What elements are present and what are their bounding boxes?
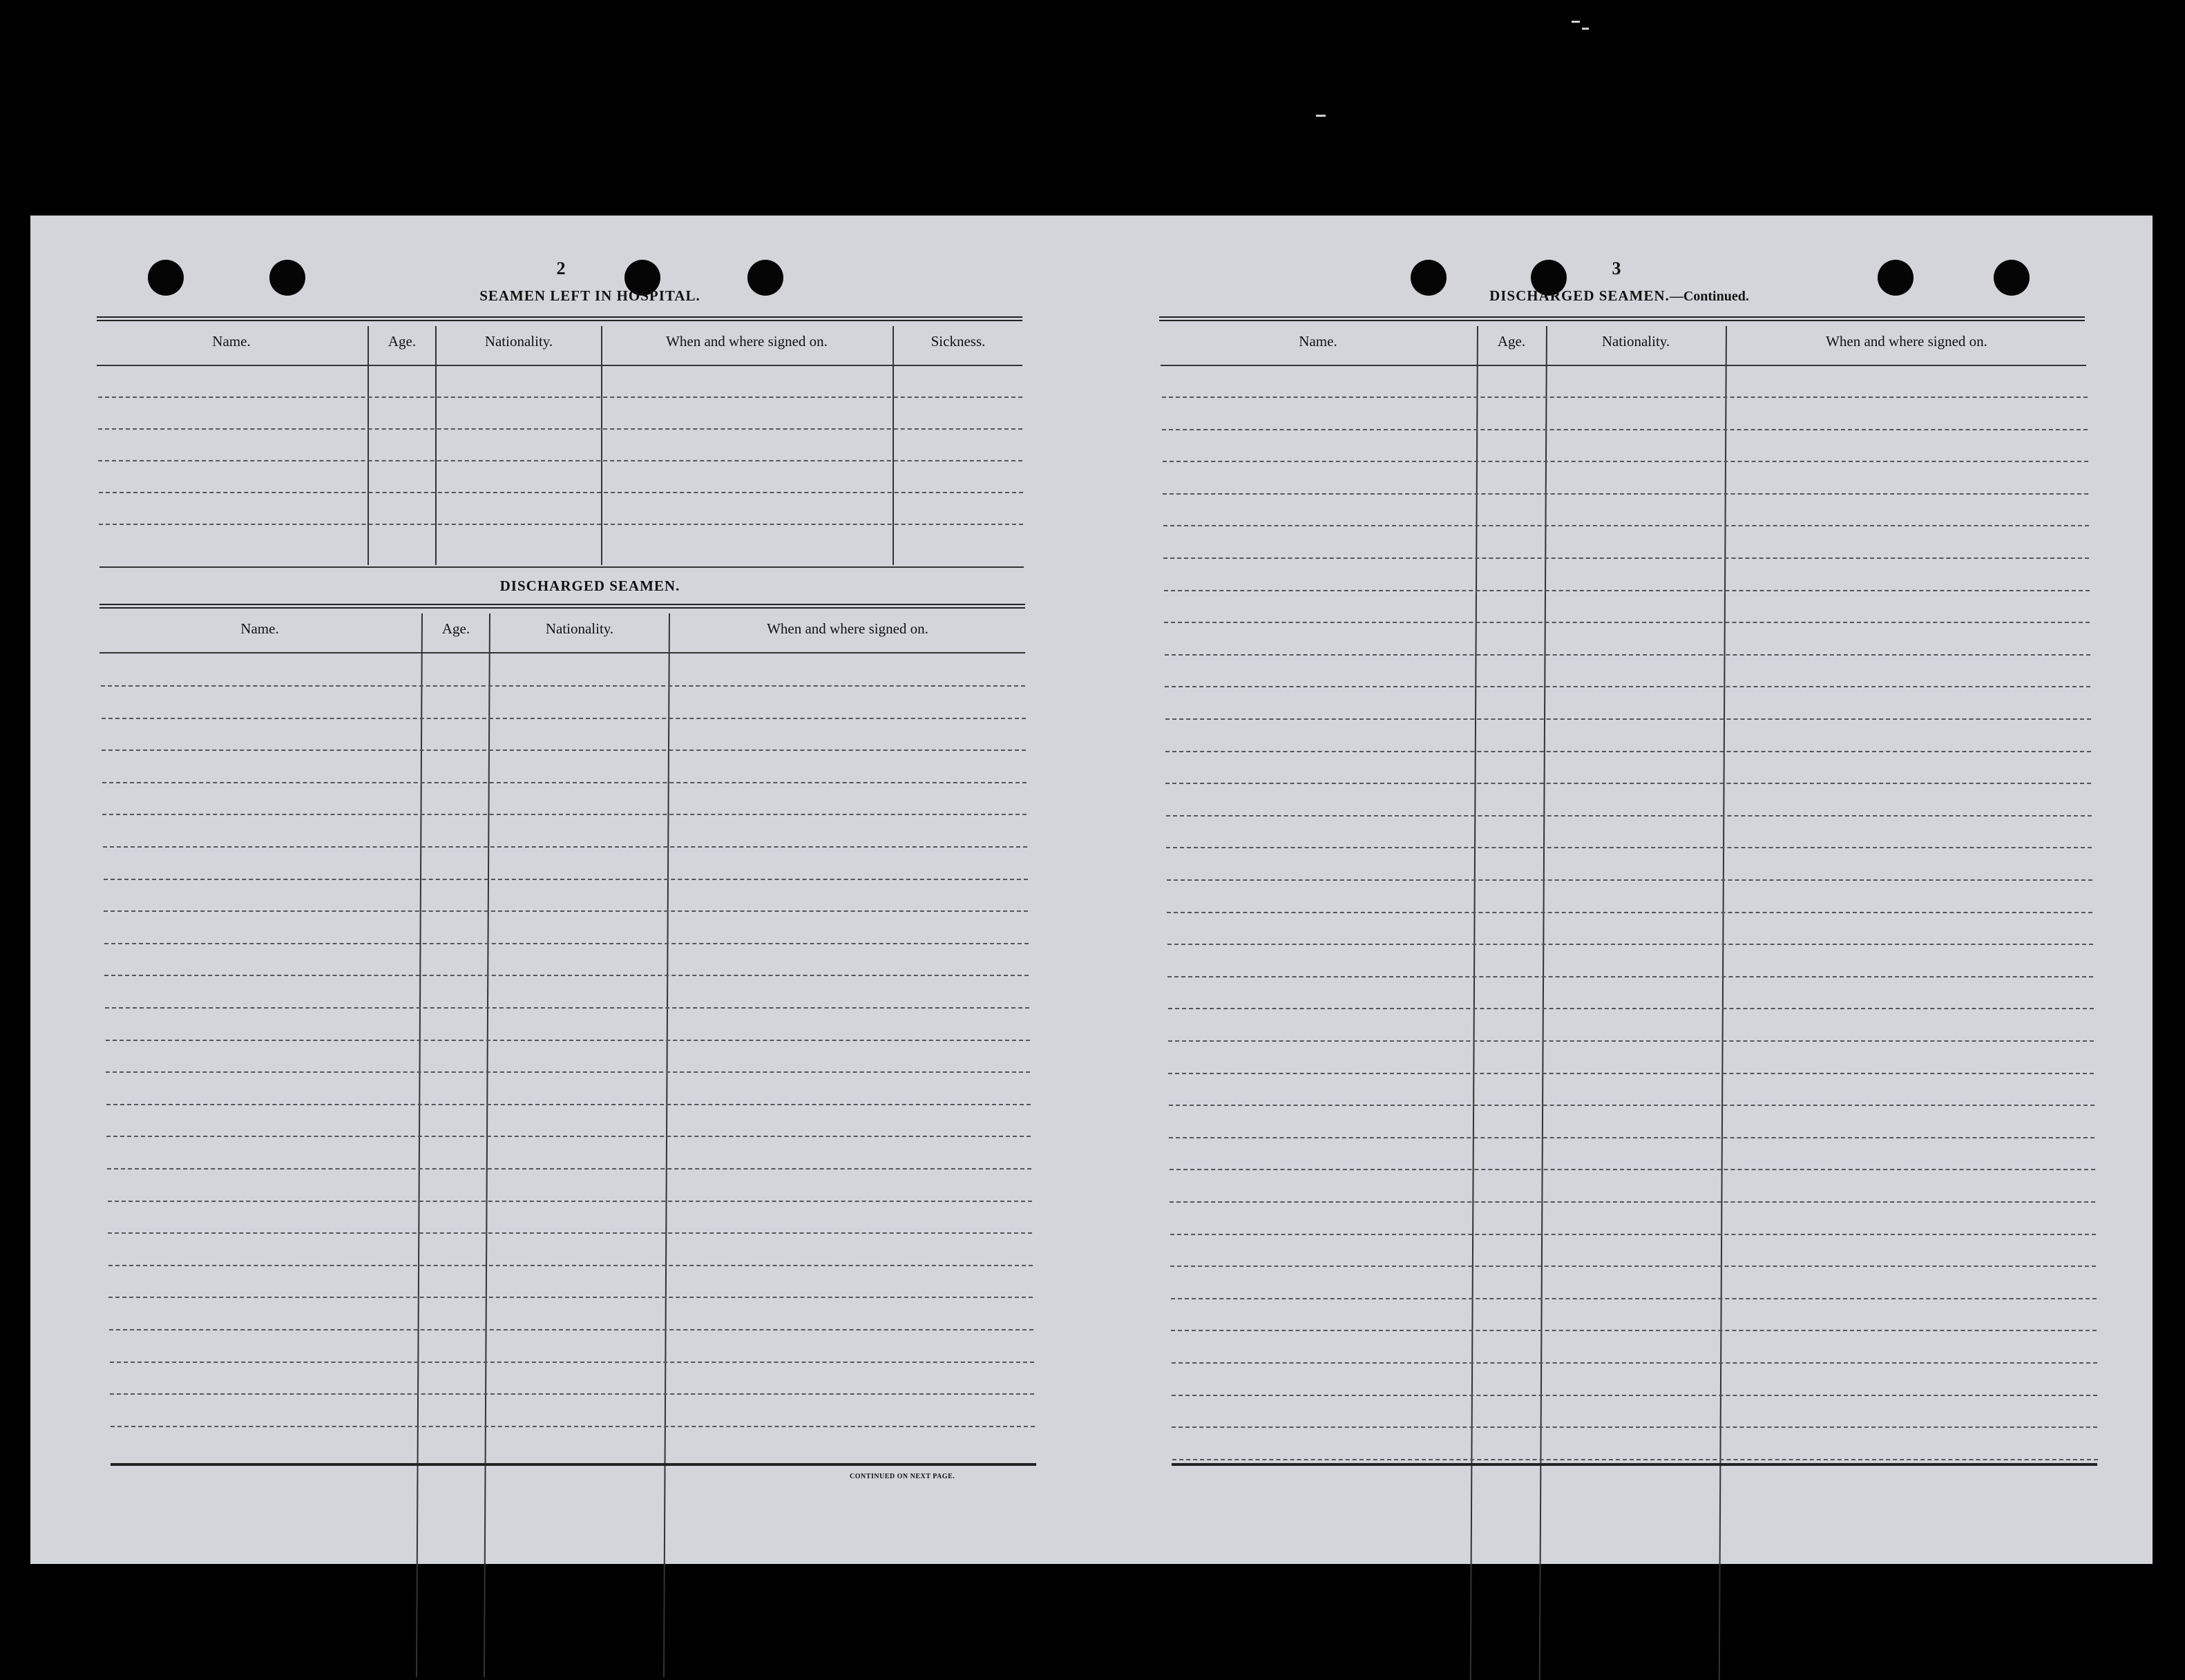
page-number-right: 3 <box>1612 258 1621 278</box>
ruled-entry-line <box>1163 461 2088 462</box>
ruled-entry-line <box>109 1329 1033 1330</box>
hospital-col-divider <box>601 326 602 565</box>
discharged-right-bottom-rule <box>1172 1463 2097 1466</box>
ruled-entry-line <box>1167 879 2092 881</box>
ruled-entry-line <box>1165 751 2091 752</box>
hospital-col-nationality: Nationality. <box>484 333 553 350</box>
ruled-entry-line <box>1171 1330 2097 1331</box>
ruled-entry-line <box>1171 1298 2097 1299</box>
ruled-entry-line <box>108 1297 1033 1298</box>
ruled-entry-line <box>102 718 1026 719</box>
discharged-right-col-nationality: Nationality. <box>1601 333 1670 350</box>
ruled-entry-line <box>106 1104 1031 1105</box>
ruled-entry-line <box>1164 622 2090 623</box>
discharged-title-right-main: DISCHARGED SEAMEN. <box>1489 287 1670 304</box>
hospital-section-title: SEAMEN LEFT IN HOSPITAL. <box>479 287 700 304</box>
binder-hole <box>148 260 184 296</box>
ruled-entry-line <box>99 524 1023 525</box>
hospital-bottom-rule <box>99 566 1024 568</box>
ruled-entry-line <box>110 1393 1034 1395</box>
ruled-entry-line <box>1165 783 2091 784</box>
ruled-entry-line <box>1162 429 2088 430</box>
ruled-entry-line <box>101 685 1025 687</box>
discharged-left-header-rule <box>99 652 1025 653</box>
ruled-entry-line <box>98 428 1022 430</box>
hospital-col-divider <box>435 326 437 565</box>
ruled-entry-line <box>104 910 1028 912</box>
ruled-entry-line <box>104 943 1029 944</box>
scan-speck <box>1316 115 1326 117</box>
hospital-top-rule <box>97 316 1022 321</box>
ruled-entry-line <box>1163 493 2088 495</box>
discharged-right-col-age: Age. <box>1497 333 1526 350</box>
scan-speck <box>1582 28 1589 30</box>
page-number-left: 2 <box>556 258 566 278</box>
binder-hole <box>1994 260 2030 296</box>
ruled-entry-line <box>1165 686 2090 687</box>
document-sheet <box>30 216 2153 1564</box>
discharged-section-title-right <box>1440 287 1799 305</box>
discharged-top-rule-right <box>1159 316 2085 321</box>
ruled-entry-line <box>1169 1137 2095 1138</box>
ruled-entry-line <box>1164 590 2090 591</box>
discharged-left-col-divider <box>484 613 490 1677</box>
ruled-entry-line <box>1168 1073 2094 1074</box>
hospital-header-rule <box>97 365 1022 366</box>
ruled-entry-line <box>1169 1105 2095 1106</box>
ruled-entry-line <box>1162 397 2088 398</box>
ruled-entry-line <box>1170 1266 2096 1267</box>
ruled-entry-line <box>1172 1395 2097 1396</box>
discharged-right-col-name: Name. <box>1299 333 1337 350</box>
ruled-entry-line <box>1172 1362 2097 1364</box>
ruled-entry-line <box>1167 912 2092 913</box>
hospital-col-age: Age. <box>388 333 417 350</box>
binder-hole <box>269 260 305 296</box>
ruled-entry-line <box>1165 654 2090 656</box>
discharged-left-col-name: Name. <box>240 620 279 637</box>
ruled-entry-line <box>106 1136 1031 1137</box>
ruled-entry-line <box>99 492 1023 493</box>
ruled-entry-line <box>1168 1008 2094 1009</box>
discharged-right-col-divider <box>1539 326 1547 1680</box>
ruled-entry-line <box>1163 525 2089 526</box>
discharged-right-col-divider <box>1719 326 1727 1680</box>
continued-footer: CONTINUED ON NEXT PAGE. <box>850 1473 955 1480</box>
ruled-entry-line <box>103 846 1027 848</box>
ruled-entry-line <box>98 460 1022 461</box>
ruled-entry-line <box>104 975 1029 976</box>
ruled-entry-line <box>102 814 1027 815</box>
ruled-entry-line <box>1165 718 2091 720</box>
ruled-entry-line <box>108 1232 1032 1234</box>
ruled-entry-line <box>98 397 1022 398</box>
ruled-entry-line <box>105 1007 1029 1009</box>
ruled-entry-line <box>111 1426 1035 1427</box>
discharged-left-col-signed-on: When and where signed on. <box>767 620 928 637</box>
discharged-top-rule-left <box>99 604 1025 609</box>
ruled-entry-line <box>1167 944 2093 945</box>
ruled-entry-line <box>107 1168 1031 1170</box>
ruled-entry-line <box>104 879 1028 880</box>
ruled-entry-line <box>1170 1234 2096 1235</box>
discharged-right-col-divider <box>1470 326 1478 1680</box>
ruled-entry-line <box>1166 815 2092 817</box>
hospital-col-divider <box>368 326 369 565</box>
ruled-entry-line <box>1170 1201 2095 1203</box>
discharged-right-header-rule <box>1161 365 2086 366</box>
ruled-entry-line <box>102 782 1027 783</box>
ruled-entry-line <box>1172 1426 2097 1428</box>
hospital-col-signed-on: When and where signed on. <box>666 333 828 350</box>
ruled-entry-line <box>1170 1169 2095 1170</box>
ruled-entry-line <box>108 1265 1033 1266</box>
discharged-left-col-age: Age. <box>441 620 470 637</box>
hospital-col-name: Name. <box>212 333 251 350</box>
ruled-entry-line <box>110 1362 1034 1363</box>
ruled-entry-line <box>106 1040 1030 1041</box>
ruled-entry-line <box>106 1071 1030 1073</box>
discharged-right-col-signed-on: When and where signed on. <box>1826 333 1987 350</box>
discharged-section-title-left: DISCHARGED SEAMEN. <box>499 578 680 594</box>
ruled-entry-line <box>108 1201 1032 1202</box>
scan-speck <box>1572 21 1580 23</box>
discharged-title-right-suffix: —Continued. <box>1669 289 1749 304</box>
ruled-entry-line <box>1163 557 2089 559</box>
ruled-entry-line <box>1172 1459 2098 1460</box>
discharged-left-col-nationality: Nationality. <box>545 620 614 637</box>
discharged-left-bottom-rule <box>111 1463 1036 1466</box>
discharged-left-col-divider <box>416 613 423 1677</box>
ruled-entry-line <box>1167 976 2093 977</box>
discharged-left-col-divider <box>663 613 670 1677</box>
binder-hole <box>1878 260 1914 296</box>
ruled-entry-line <box>102 750 1026 751</box>
hospital-col-divider <box>893 326 894 565</box>
hospital-col-sickness: Sickness. <box>931 333 986 350</box>
ruled-entry-line <box>1166 847 2092 848</box>
ruled-entry-line <box>1168 1040 2094 1042</box>
